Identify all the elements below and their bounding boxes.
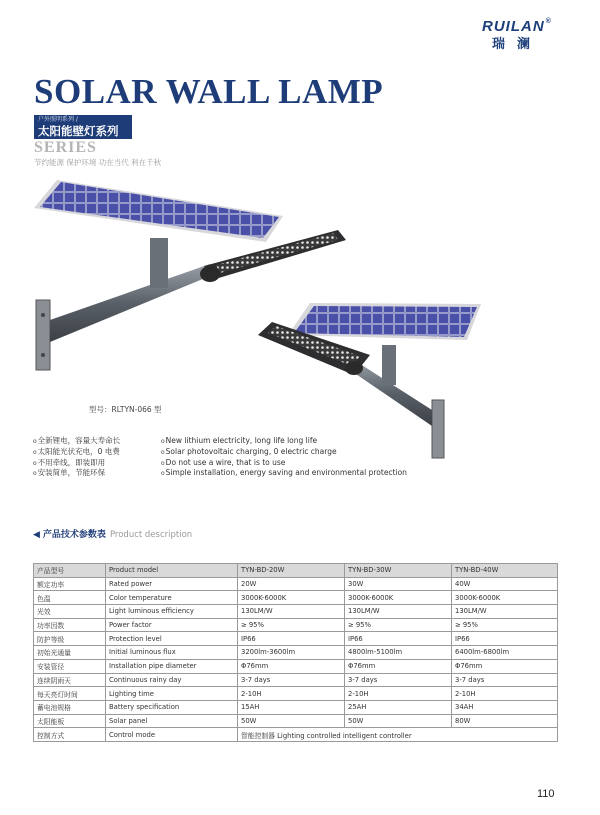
page-number: 110 [537,788,555,800]
table-cell: 3000K-6000K [238,591,345,605]
feature-item-cn: o 不用牵线，即装即用 [33,458,120,469]
table-cell: Lighting time [106,687,238,701]
table-cell: 3000K-6000K [345,591,452,605]
series-chinese-title: 太阳能壁灯系列 [38,124,119,138]
table-cell: 6400lm-6800lm [452,646,558,660]
table-cell: IP66 [452,632,558,646]
table-cell: Continuous rainy day [106,673,238,687]
model-label: 型号：RLTYN-066 型 [89,405,162,414]
table-cell: Power factor [106,618,238,632]
table-cell: Installation pipe diameter [106,659,238,673]
table-cell: 光效 [34,605,106,619]
feature-item-en: o New lithium electricity, long life long life [161,436,407,447]
table-cell: 4800lm-5100lm [345,646,452,660]
table-header-row [34,564,558,578]
series-english-label: SERIES [34,139,97,156]
table-cell: 30W [345,577,452,591]
feature-item-cn: o 全新锂电，容量大寿命长 [33,436,120,447]
table-cell: IP66 [345,632,452,646]
table-cell: 3-7 days [345,673,452,687]
table-cell: 蓄电池规格 [34,700,106,714]
table-row [34,591,558,605]
table-cell: 智能控制器 Lighting controlled intelligent controller [238,728,558,742]
table-cell: ≥ 95% [345,618,452,632]
table-cell: Solar panel [106,714,238,728]
table-cell: 2-10H [238,687,345,701]
table-cell: 130LM/W [238,605,345,619]
features-chinese-list [33,436,120,479]
table-header-cell: 产品型号 [34,564,106,578]
table-cell: ≥ 95% [452,618,558,632]
table-cell: Φ76mm [345,659,452,673]
table-cell: 34AH [452,700,558,714]
table-cell: 25AH [345,700,452,714]
table-header-cell: TYN-BD-20W [238,564,345,578]
lamp-small [258,303,481,458]
table-cell: 初始光通量 [34,646,106,660]
spec-table [33,563,558,742]
table-row [34,618,558,632]
table-header-cell: TYN-BD-40W [452,564,558,578]
table-cell: 色温 [34,591,106,605]
logo-chinese-text: 瑞澜 [492,37,543,52]
page-title: SOLAR WALL LAMP [34,72,384,111]
table-row [34,714,558,728]
table-cell: 防护等级 [34,632,106,646]
features-english-list [161,436,407,479]
feature-item-en: o Do not use a wire, that is to use [161,458,407,469]
table-cell: 2-10H [452,687,558,701]
table-cell: 额定功率 [34,577,106,591]
table-cell: 80W [452,714,558,728]
table-row [34,728,558,742]
table-cell: Φ76mm [452,659,558,673]
table-row [34,659,558,673]
table-cell: 50W [238,714,345,728]
table-row [34,646,558,660]
table-row [34,632,558,646]
table-cell: Protection level [106,632,238,646]
feature-item-cn: o 安装简单，节能环保 [33,468,120,479]
table-cell: 20W [238,577,345,591]
table-cell: 3-7 days [452,673,558,687]
table-cell: 130LM/W [345,605,452,619]
table-cell: 2-10H [345,687,452,701]
table-cell: Color temperature [106,591,238,605]
triangle-left-icon: ◀ [33,530,40,540]
section-heading [33,527,192,540]
table-cell: 安装管径 [34,659,106,673]
table-cell: 控制方式 [34,728,106,742]
table-cell: 每天亮灯时间 [34,687,106,701]
table-cell: 3-7 days [238,673,345,687]
table-cell: 太阳能板 [34,714,106,728]
brand-logo [482,18,572,52]
table-cell: Initial luminous flux [106,646,238,660]
section-title-cn: 产品技术参数表 [42,530,106,540]
table-row [34,577,558,591]
table-cell: 连续阴雨天 [34,673,106,687]
table-cell: ≥ 95% [238,618,345,632]
table-cell: Light luminous efficiency [106,605,238,619]
logo-brand-text: RUILAN [482,18,545,35]
table-row [34,605,558,619]
registered-mark: ® [545,18,552,25]
table-cell: 3200lm-3600lm [238,646,345,660]
table-cell: 15AH [238,700,345,714]
table-header-cell: Product model [106,564,238,578]
table-cell: 3000K-6000K [452,591,558,605]
feature-item-cn: o 太阳能光伏充电，0 电费 [33,447,120,458]
table-cell: Battery specification [106,700,238,714]
table-cell: 功率因数 [34,618,106,632]
table-cell: 40W [452,577,558,591]
feature-item-en: o Simple installation, energy saving and environmental protection [161,468,407,479]
table-row [34,700,558,714]
table-cell: Control mode [106,728,238,742]
table-cell: 130LM/W [452,605,558,619]
series-slogan: 节约能源 保护环境 功在当代 利在千秋 [34,158,162,167]
series-banner [34,115,132,139]
table-cell: Rated power [106,577,238,591]
table-cell: 50W [345,714,452,728]
section-title-en: Product description [109,530,193,540]
table-cell: Φ76mm [238,659,345,673]
product-photo [20,170,500,470]
table-header-cell: TYN-BD-30W [345,564,452,578]
table-cell: IP66 [238,632,345,646]
table-row [34,673,558,687]
table-row [34,687,558,701]
feature-item-en: o Solar photovoltaic charging, 0 electric charge [161,447,407,458]
series-category-label: 户外照明系列 / [38,116,78,123]
